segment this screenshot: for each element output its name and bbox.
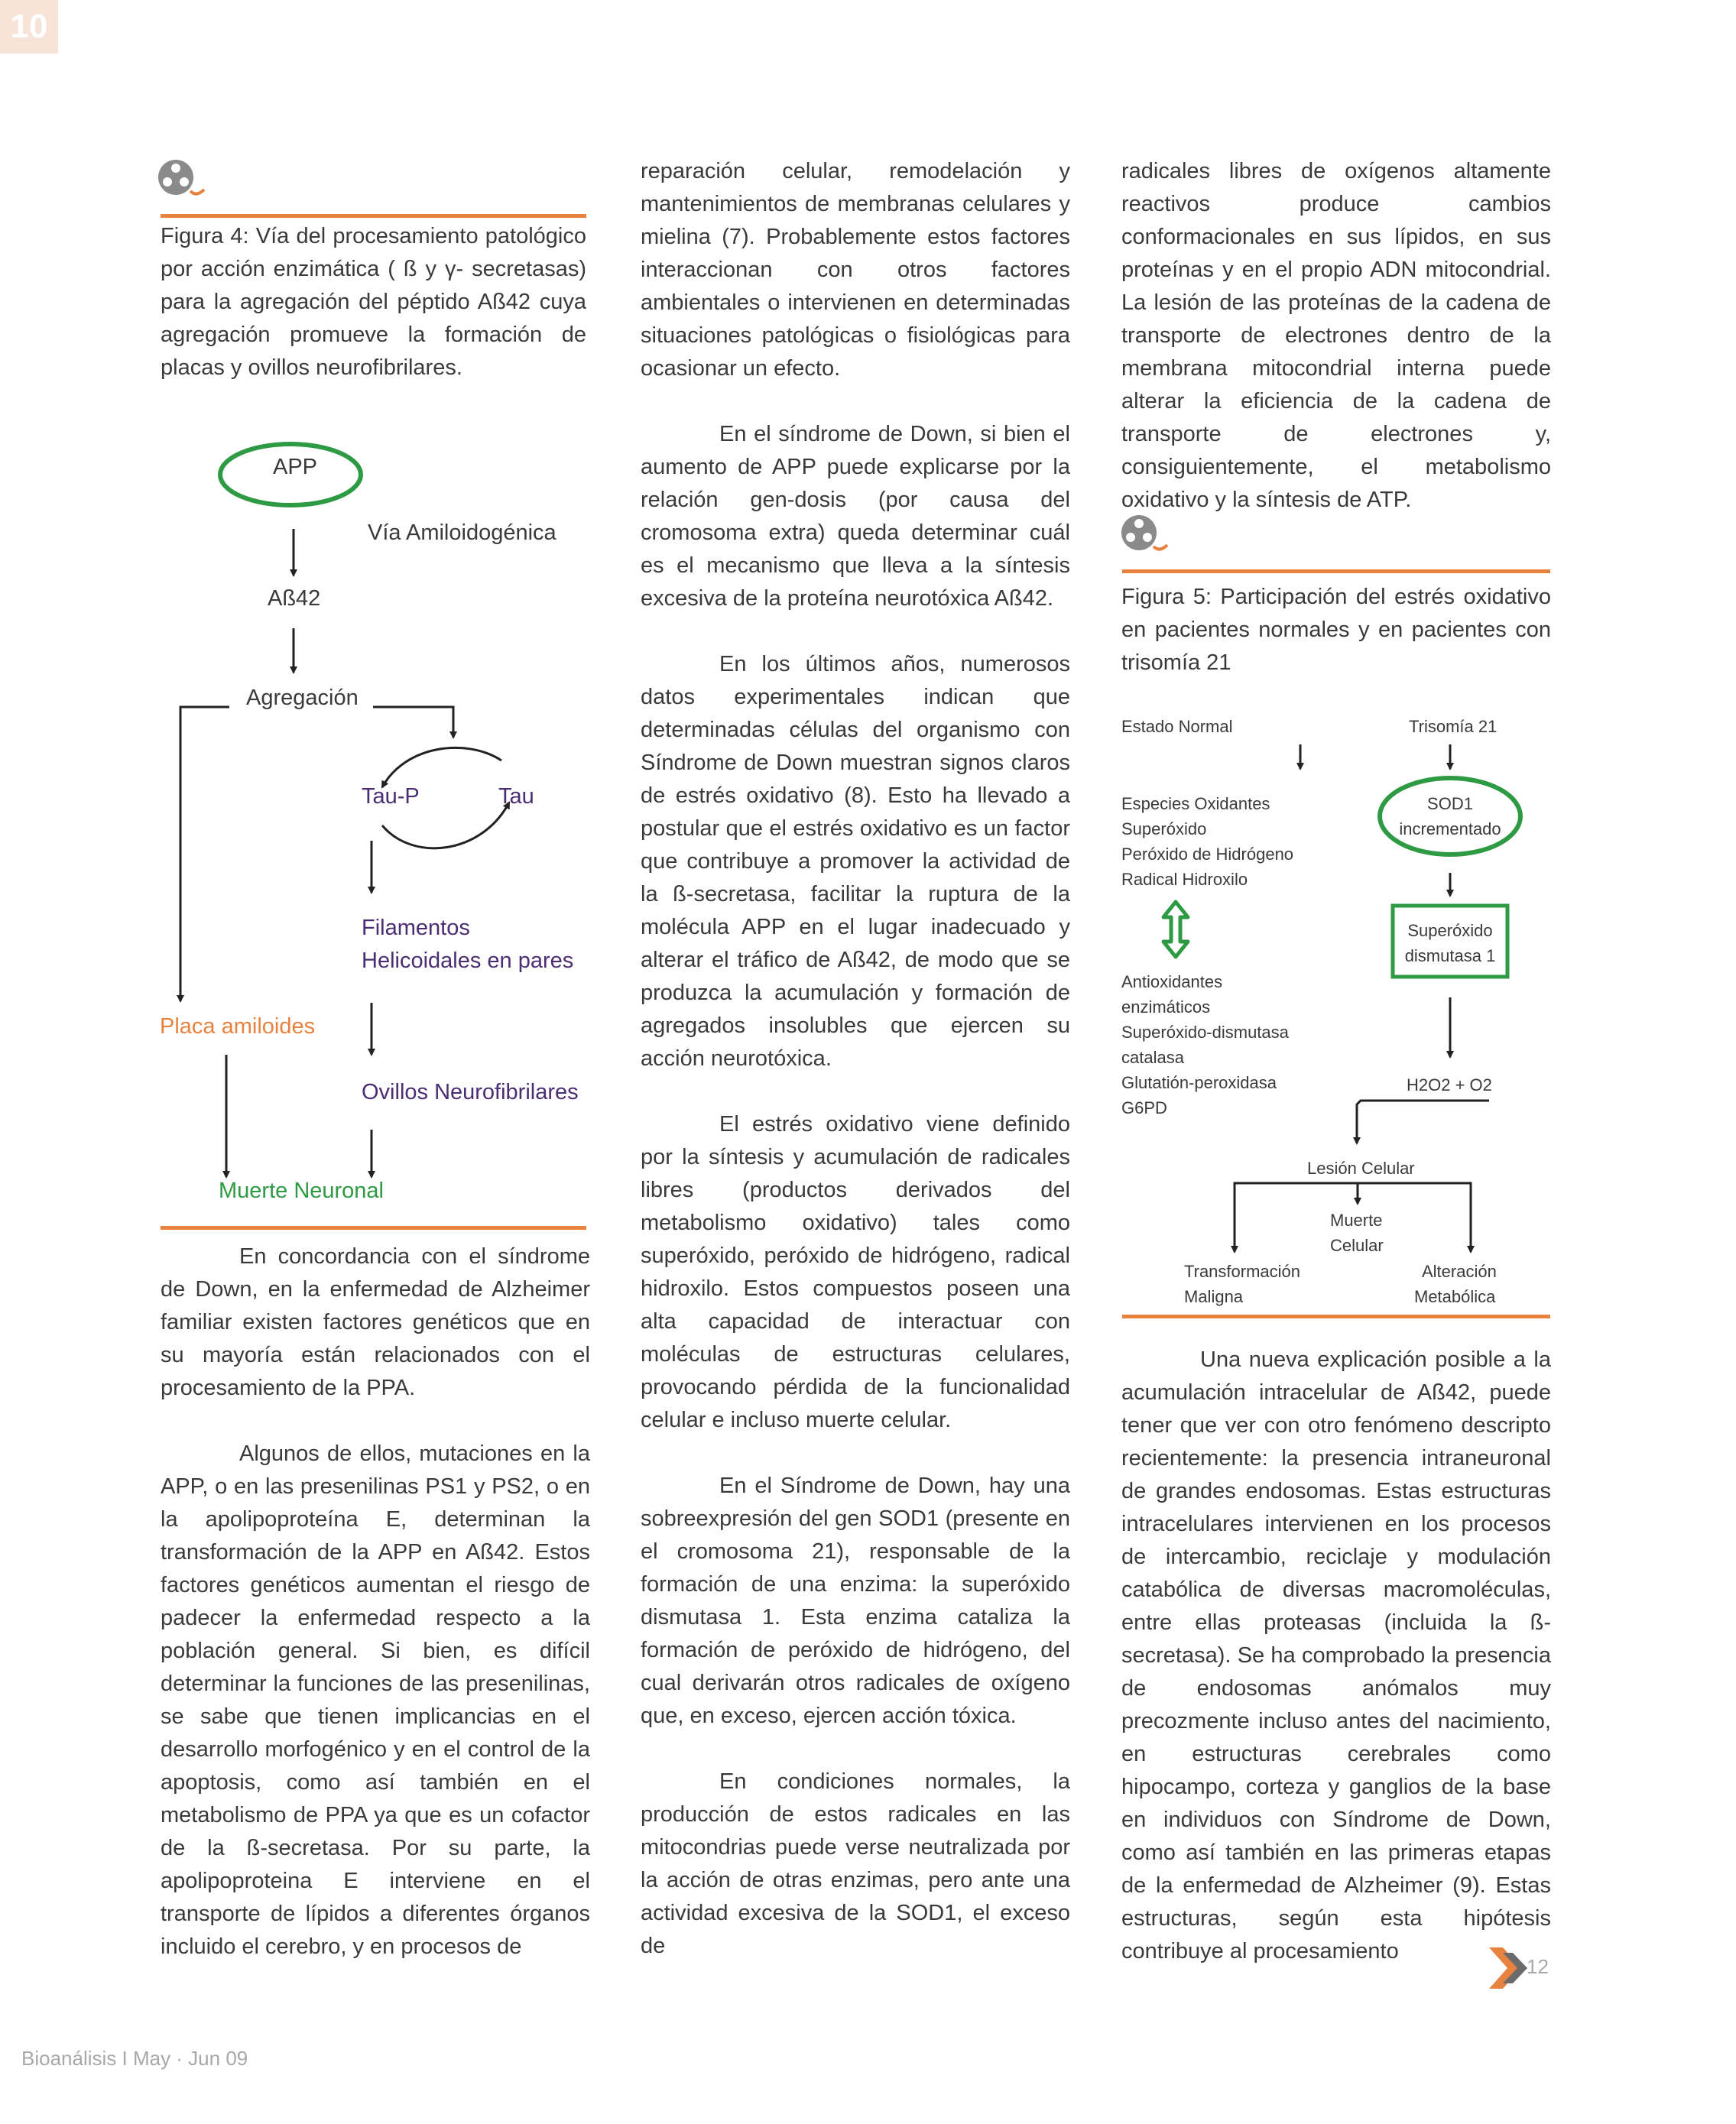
fig5-alter-1: Alteración — [1422, 1262, 1497, 1281]
column-1-text — [161, 1240, 590, 1996]
fig5-antiox-3: Superóxido-dismutasa — [1121, 1023, 1289, 1042]
figure4-caption: Figura 4: Vía del procesamiento patológico por acción enzimática ( ß y γ- secretasas) para la agregación del péptido Aß42 cuya agregación promueve la formación de placas y ovillos neurofibrilares. — [161, 224, 586, 380]
fig4-muerte-label: Muerte Neuronal — [219, 1179, 384, 1203]
fig5-antiox-6: G6PD — [1121, 1098, 1167, 1117]
col1-paragraph-2: Algunos de ellos, mutaciones en la APP, o en las presenilinas PS1 y PS2, o en la apolipoproteína E, determinan la transformación de la APP en Aß42. Estos factores genéticos aumentan el riesgo de padecer la enfermedad respecto a la población general. Si bien, es difícil determinar la funciones de las presenilinas, se sabe que tienen implicancias en el desarrollo morfogénico y en el control de la apoptosis, como así también en el metabolismo de PPA ya que es un cofactor de la ß-secretasa. Por su parte, la apolipoproteina E interviene en el transporte de lípidos a diferentes órganos incluido el cerebro, y en procesos de — [161, 1441, 590, 1959]
fig5-antiox-5: Glutatión-peroxidasa — [1121, 1073, 1277, 1092]
fig4-ovillos-label: Ovillos Neurofibrilares — [362, 1080, 579, 1104]
fig4-tau-label: Tau — [498, 784, 534, 809]
fig5-transf-1: Transformación — [1184, 1262, 1301, 1281]
fig5-transf-2: Maligna — [1184, 1287, 1244, 1306]
col2-paragraph-1: reparación celular, remodelación y mantenimientos de membranas celulares y mielina (7). Probablemente estos factores interaccionan con otros factores ambientales o intervienen en determinadas situaciones patológicas o fisiológicas para ocasionar un efecto. — [641, 159, 1070, 381]
figure5-caption: Figura 5: Participación del estrés oxidativo en pacientes normales y en pacientes con trisomía 21 — [1121, 585, 1551, 675]
fig5-antiox-4: catalasa — [1121, 1048, 1184, 1067]
fig5-superoxido-2: dismutasa 1 — [1404, 946, 1496, 965]
col1-paragraph-1: En concordancia con el síndrome de Down, en la enfermedad de Alzheimer familiar existen factores genéticos que en su mayoría están relacionados con el procesamiento de la PPA. — [161, 1244, 590, 1400]
fig5-muerte-2: Celular — [1330, 1236, 1384, 1255]
page-number: 12 — [1527, 1955, 1549, 1978]
fig5-alter-2: Metabólica — [1414, 1287, 1496, 1306]
col2-paragraph-4: El estrés oxidativo viene definido por la síntesis y acumulación de radicales libres (productos derivados del metabolismo oxidativo) tales como superóxido, peróxido de hidrógeno, radical hidroxilo. Estos compuestos poseen una alta capacidad de interactuar con moléculas de estructuras celulares, provocando pérdida de la funcionalidad celular e incluso muerte celular. — [641, 1112, 1070, 1432]
fig4-taup-label: Tau-P — [362, 784, 420, 809]
fig5-especies-1: Especies Oxidantes — [1121, 794, 1270, 813]
fig5-estado-normal: Estado Normal — [1121, 717, 1233, 736]
fig5-sod1-1: SOD1 — [1427, 794, 1473, 813]
fig5-trisomia: Trisomía 21 — [1409, 717, 1498, 736]
column-2-text — [641, 155, 1070, 1996]
fig4-top-rule — [161, 214, 586, 218]
arrow-h2o2-lesion — [1357, 1101, 1489, 1143]
fig5-lesion: Lesión Celular — [1307, 1159, 1415, 1178]
col2-paragraph-6: En condiciones normales, la producción de estos radicales en las mitocondrias puede verse neutralizada por la acción de otras enzimas, pero ante una actividad excesiva de la SOD1, el exceso de — [641, 1769, 1070, 1958]
fig5-sod1-2: incrementado — [1399, 819, 1501, 838]
col2-paragraph-3: En los últimos años, numerosos datos experimentales indican que determinadas células del organismo con Síndrome de Down muestran signos claros de estrés oxidativo (8). Esto ha llevado a postular que el estrés oxidativo es un factor que contribuye a promover la actividad de la ß-secretasa, facilitar la ruptura de la molécula APP en el lugar inadecuado y alterar el tráfico de Aß42, de modo que se produzca la acumulación y formación de agregados insolubles que ejercen su acción neurotóxica. — [641, 652, 1070, 1071]
fig5-superoxido-1: Superóxido — [1407, 921, 1493, 940]
fig4-bottom-rule — [161, 1226, 586, 1230]
arrow-agregacion-tau — [373, 707, 453, 738]
fig4-filamentos-label-2: Helicoidales en pares — [362, 949, 574, 973]
fig5-muerte-1: Muerte — [1330, 1211, 1383, 1230]
fig5-antiox-2: enzimáticos — [1121, 997, 1211, 1017]
figure4-diagram-shapes — [180, 444, 509, 1177]
column-3-text-top — [1121, 155, 1551, 550]
double-arrow-icon — [1163, 902, 1188, 957]
fig5-antiox-1: Antioxidantes — [1121, 972, 1223, 991]
footer: Bioanálisis I May · Jun 09 — [21, 2047, 248, 2070]
film-reel-icon — [158, 160, 204, 195]
fig5-bottom-rule — [1122, 1315, 1550, 1318]
col2-paragraph-5: En el Síndrome de Down, hay una sobreexpresión del gen SOD1 (presente en el cromosoma 21), responsable de la formación de una enzima: la superóxido dismutasa 1. Esta enzima cataliza la formación de peróxido de hidrógeno, del cual derivarán otros radicales de oxígeno que, en exceso, ejercen acción tóxica. — [641, 1474, 1070, 1728]
fig4-app-label: APP — [273, 455, 318, 479]
col3-paragraph-1: radicales libres de oxígenos altamente reactivos produce cambios conformacionales en sus lípidos, en sus proteínas y en el propio ADN mitocondrial. La lesión de las proteínas de la cadena de transporte de electrones dentro de la membrana mitocondrial interna puede alterar la eficiencia de la cadena de transporte de electrones y, consiguientemente, el metabolismo oxidativo y la síntesis de ATP. — [1121, 159, 1551, 512]
fig5-top-rule — [1122, 569, 1550, 573]
col3-paragraph-2: Una nueva explicación posible a la acumulación intracelular de Aß42, puede tener que ver con otro fenómeno descripto recientemente: la presencia intraneuronal de grandes endosomas. Estas estructuras intracelulares intervienen en los procesos de intercambio, reciclaje y modulación catabólica de diversas macromoléculas, entre ellas proteasas (incluida la ß-secretasa). Se ha comprobado la presencia de endosomas anómalos muy precozmente incluso antes del nacimiento, en estructuras cerebrales como hipocampo, corteza y ganglios de la base en individuos con Síndrome de Down, como así también en las primeras etapas de la enfermedad de Alzheimer (9). Estas estructuras, según esta hipótesis contribuye al procesamiento — [1121, 1347, 1551, 1963]
fig4-ab42-label: Aß42 — [268, 586, 321, 611]
column-3-text-bottom — [1121, 1344, 1551, 2001]
fig5-especies-4: Radical Hidroxilo — [1121, 870, 1248, 889]
fig4-via-label: Vía Amiloidogénica — [368, 520, 556, 545]
fig5-especies-3: Peróxido de Hidrógeno — [1121, 845, 1294, 864]
fig5-especies-2: Superóxido — [1121, 819, 1207, 838]
fig4-filamentos-label-1: Filamentos — [362, 916, 470, 940]
fig4-agregacion-label: Agregación — [246, 686, 359, 710]
col2-paragraph-2: En el síndrome de Down, si bien el aumento de APP puede explicarse por la relación gen-dosis (por causa del cromosoma extra) queda determinar cuál es el mecanismo que lleva a la síntesis excesiva de la proteína neurotóxica Aß42. — [641, 422, 1070, 611]
page-badge: 10 — [0, 0, 58, 54]
fig5-h2o2: H2O2 + O2 — [1407, 1075, 1492, 1094]
arrow-agregacion-placa — [180, 707, 229, 1001]
fig4-placa-label: Placa amiloides — [160, 1014, 316, 1039]
